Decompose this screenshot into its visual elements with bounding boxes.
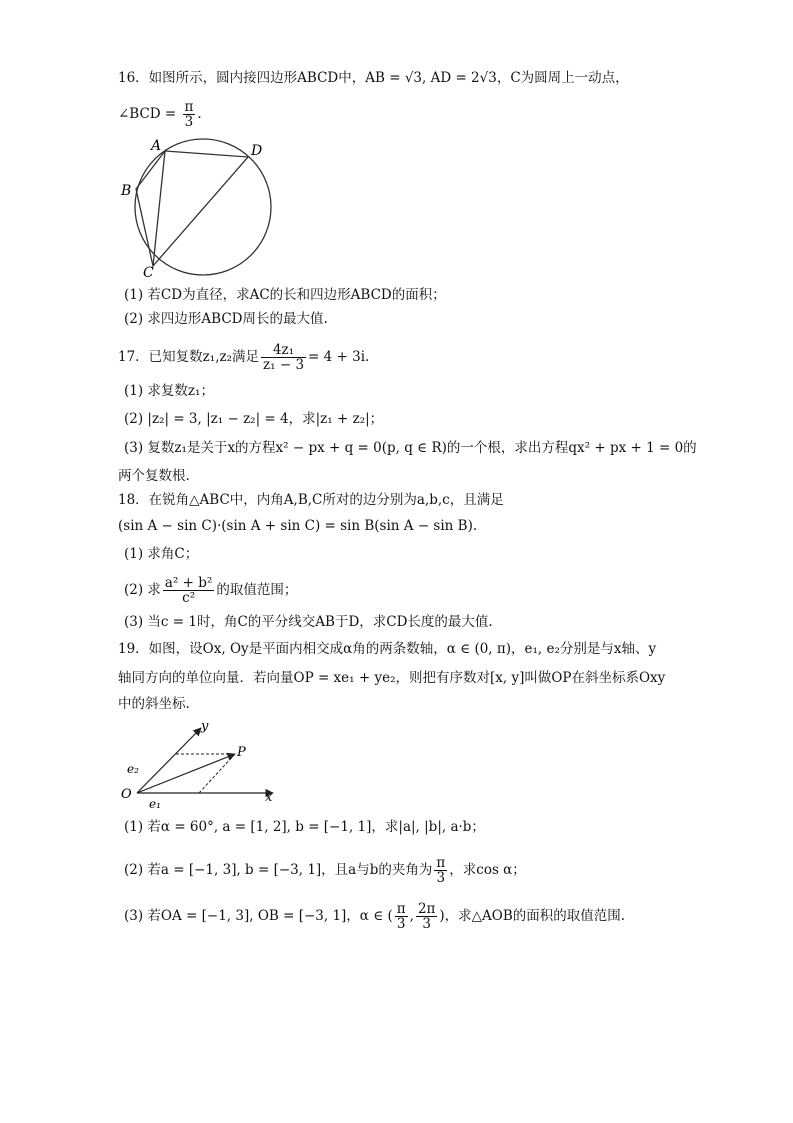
- q16-part2: (2) 求四边形ABCD周长的最大值.: [124, 311, 328, 327]
- q19-part3-pre: (3) 若OA = [−1, 3], OB = [−3, 1]，α ∈ (: [124, 908, 393, 924]
- label-o: O: [121, 787, 132, 802]
- label-y: y: [201, 719, 209, 734]
- label-x: x: [265, 790, 273, 805]
- q18-part2: [124, 576, 297, 605]
- q19-part3-fraction-upper: [416, 902, 437, 931]
- fraction-numerator: a² + b²: [164, 575, 213, 591]
- vector-op: [137, 754, 235, 793]
- diagonal-ac: [153, 151, 165, 266]
- fraction-numerator: π: [184, 99, 194, 115]
- q19-part3-fraction-lower: [395, 902, 408, 931]
- circumcircle: [135, 139, 271, 275]
- fraction-denominator: 3: [396, 916, 406, 932]
- quadrilateral-outline: [136, 151, 248, 266]
- fraction-denominator: c²: [182, 590, 196, 606]
- y-axis: [137, 728, 201, 793]
- dashed-parallel-y: [199, 754, 235, 793]
- q16-angle: ∠BCD =: [118, 106, 181, 122]
- fraction-numerator: π: [396, 901, 406, 917]
- oblique-coordinate-figure: [115, 718, 285, 812]
- q17-stem-post: = 4 + 3i.: [308, 349, 370, 365]
- q17-part3: (3) 复数z₁是关于x的方程x² − px + q = 0(p, q ∈ R)的一个根，求出方程qx² + px + 1 = 0的: [124, 440, 697, 456]
- q16-angle-tail: .: [197, 106, 202, 122]
- circle-quadrilateral-figure: [115, 135, 290, 280]
- q16-stem: 16．如图所示，圆内接四边形ABCD中，AB = √3, AD = 2√3，C为圆周上一动点，: [118, 70, 629, 86]
- q16-angle-fraction: [183, 100, 196, 129]
- q19-part3: (3) 若OA = [−1, 3], OB = [−3, 1]，α ∈ ( $\frac{\pi}{3}$ , $\frac{2\pi}{3}$ )，求△AOB的面积的取值范围.: [124, 901, 626, 932]
- fraction-denominator: 3: [184, 114, 194, 130]
- q19-part3-post: )，求△AOB的面积的取值范围.: [439, 908, 626, 924]
- label-e1: e₁: [149, 797, 161, 811]
- point-label-d: D: [251, 143, 263, 159]
- q19-part2-fraction: [434, 856, 447, 885]
- fraction-denominator: 3: [422, 916, 431, 932]
- point-label-c: C: [143, 265, 154, 280]
- point-label-a: A: [151, 138, 162, 154]
- q18-part3: (3) 当c = 1时，角C的平分线交AB于D，求CD长度的最大值.: [124, 614, 493, 630]
- q17-stem-pre: 17．已知复数z₁,z₂满足: [118, 349, 260, 365]
- q17-part2: (2) |z₂| = 3, |z₁ − z₂| = 4，求|z₁ + z₂|；: [124, 411, 384, 427]
- q18-part2-post: 的取值范围；: [216, 582, 298, 598]
- q17-part3-continued: 两个复数根.: [118, 468, 190, 484]
- fraction-numerator: 4z₁: [261, 343, 306, 358]
- q18-stem: 18．在锐角△ABC中，内角A,B,C所对的边分别为a,b,c，且满足: [118, 492, 504, 508]
- point-label-b: B: [121, 183, 132, 199]
- q19-stem-line3: 中的斜坐标.: [118, 696, 190, 712]
- q18-part1: (1) 求角C；: [124, 546, 199, 562]
- q19-part1: (1) 若α = 60°, a = [1, 2], b = [−1, 1]，求|a|, |b|, a·b；: [124, 819, 485, 835]
- fraction-denominator: z₁ − 3: [263, 357, 305, 373]
- q19-stem-line2: 轴同方向的单位向量．若向量OP = xe₁ + ye₂，则把有序数对[x, y]叫做OP在斜坐标系Oxy: [118, 670, 666, 686]
- q18-equation: (sin A − sin C)·(sin A + sin C) = sin B(sin A − sin B).: [118, 518, 478, 534]
- label-p: P: [237, 745, 246, 760]
- fraction-numerator: 2π: [417, 901, 436, 917]
- q18-fraction: [163, 576, 214, 605]
- fraction-denominator: 3: [436, 870, 446, 886]
- q18-part2-pre: (2) 求: [124, 582, 161, 598]
- label-e2: e₂: [127, 762, 139, 776]
- q19-part2-pre: (2) 若a = [−1, 3], b = [−3, 1]，且a与b的夹角为: [124, 862, 433, 878]
- q16-part1: (1) 若CD为直径，求AC的长和四边形ABCD的面积；: [124, 287, 446, 303]
- q16-angle-condition: [118, 100, 202, 129]
- q17-fraction: [261, 343, 306, 372]
- fraction-numerator: π: [436, 855, 446, 871]
- q17-part1: (1) 求复数z₁；: [124, 383, 214, 399]
- q19-part2-post: ，求cos α；: [449, 862, 526, 878]
- q17-stem: [118, 343, 369, 372]
- q19-part2: [124, 856, 526, 885]
- q19-stem: 19．如图，设Ox, Oy是平面内相交成α角的两条数轴，α ∈ (0, π)，e₁, e₂分别是与x轴、y: [118, 641, 657, 657]
